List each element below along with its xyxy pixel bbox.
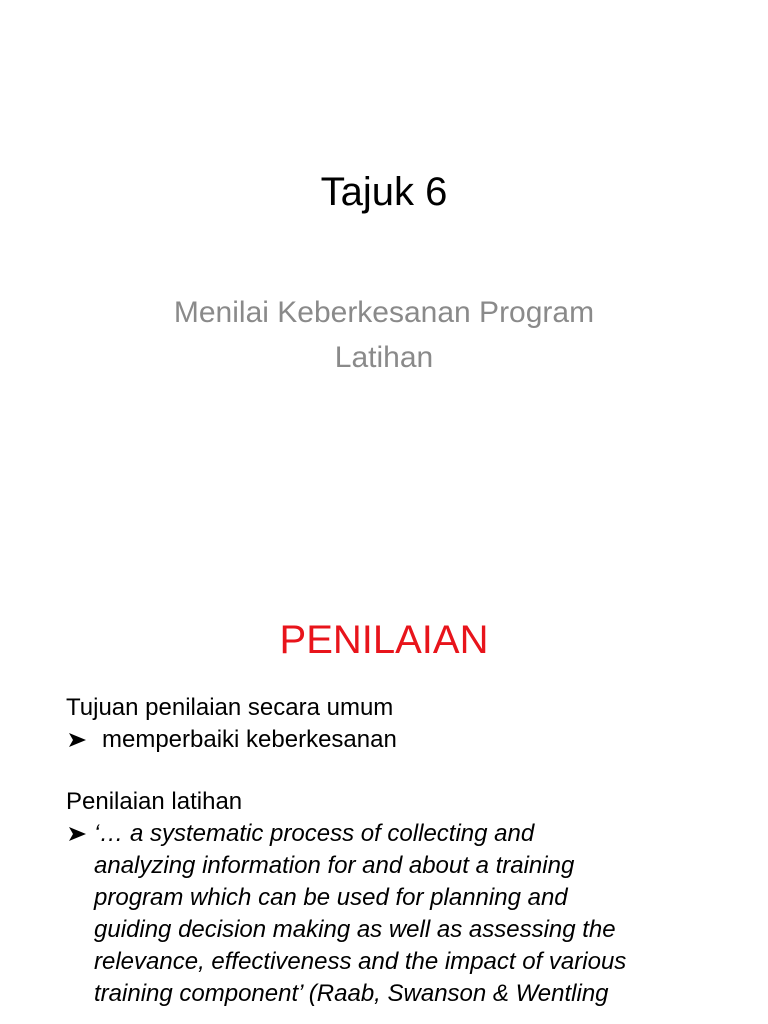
quote-line: guiding decision making as well as assessing the: [94, 916, 616, 943]
quote-line: training component’ (Raab, Swanson & Wentling: [94, 980, 609, 1007]
bullet-item: [66, 818, 726, 1010]
arrowhead-bullet-icon: [66, 724, 90, 756]
section-heading: Tujuan penilaian secara umum: [66, 694, 394, 721]
subtitle-line: Menilai Keberkesanan Program: [173, 296, 595, 329]
slide-subtitle: [84, 290, 684, 380]
content-slide: [0, 576, 768, 1024]
slide-title: Tajuk 6: [320, 170, 448, 214]
arrowhead-bullet-icon: [66, 818, 90, 850]
quote-line: analyzing information for and about a training: [94, 852, 575, 879]
quote-line: relevance, effectiveness and the impact of various: [94, 948, 627, 975]
slide-title: PENILAIAN: [279, 618, 489, 662]
quote-line: program which can be used for planning and: [94, 884, 568, 911]
slide-body: [66, 692, 726, 1010]
subtitle-line: Latihan: [334, 341, 434, 374]
quote-line: ‘… a systematic process of collecting and: [94, 820, 535, 847]
section-heading: Penilaian latihan: [66, 788, 243, 815]
bullet-item: [66, 724, 726, 756]
bullet-text: memperbaiki keberkesanan: [102, 726, 397, 753]
